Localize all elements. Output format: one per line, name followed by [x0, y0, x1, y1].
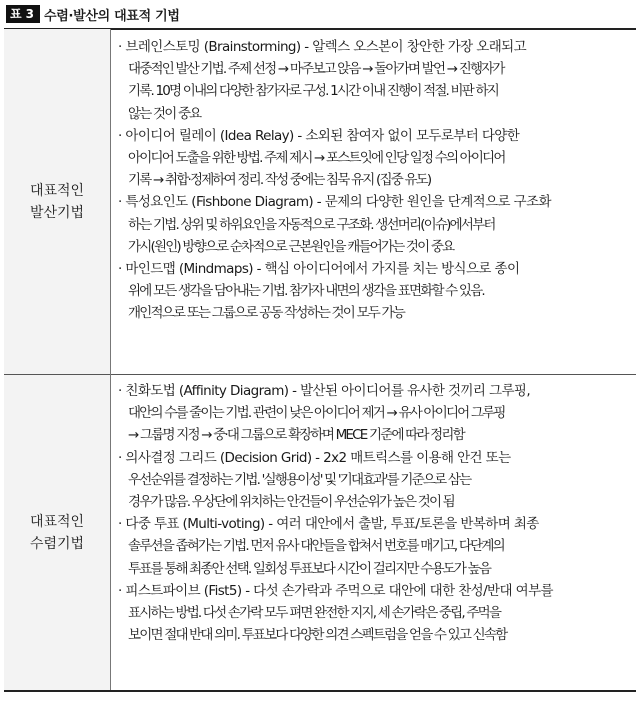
table-column-divider — [110, 29, 111, 690]
text-line: 대안의 수를 줄이는 기법. 관련이 낮은 아이디어 제거 → 유사 아이디어 그루핑 — [128, 405, 505, 422]
list-item-affinity-diagram — [118, 380, 630, 447]
text-line: 투표를 통해 최종안 선택. 일회성 투표보다 시간이 걸리지만 수용도가 높음 — [128, 560, 491, 577]
text-line: · 의사결정 그리드 (Decision Grid) - 2x2 매트릭스를 이용해 안건 또는 — [118, 449, 511, 466]
row-header-line: 대표적인 — [29, 182, 85, 199]
text-line: · 친화도법 (Affinity Diagram) - 발산된 아이디어를 유사한 것끼리 그루핑, — [118, 383, 531, 399]
text-line: 대중적인 발산 기법. 주제 선정 → 마주보고 앉음 → 돌아가며 발언 → 진행자가 — [128, 61, 504, 78]
table-tag-label: 표 — [10, 7, 23, 21]
text-line: 가시(원인) 방향으로 순차적으로 근본원인을 캐들어가는 것이 중요 — [128, 238, 454, 255]
text-line: · 아이디어 릴레이 (Idea Relay) - 소외된 참여자 없이 모두로부터 다양한 — [118, 127, 520, 144]
text-line: 기록 → 취합·정제하여 정리. 작성 중에는 침묵 유지 (집중 유도) — [128, 172, 431, 189]
list-item-multi-voting — [118, 513, 630, 580]
text-line: 위에 모든 생각을 담아내는 기법. 참가자 내면의 생각을 표면화할 수 있음. — [128, 283, 484, 300]
row-header-line: 발산기법 — [29, 204, 85, 221]
list-item-fist5 — [118, 580, 630, 647]
text-line: → 그룹명 지정 → 중·대 그룹으로 확장하며 MECE 기준에 따라 정리함 — [128, 427, 464, 444]
table-tag — [6, 5, 40, 23]
text-line: · 특성요인도 (Fishbone Diagram) - 문제의 다양한 원인을 단계적으로 구조화 — [118, 194, 551, 211]
text-line: 않는 것이 중요 — [128, 105, 201, 122]
list-item-mindmaps — [118, 258, 630, 325]
table-number: 3 — [25, 7, 35, 21]
table-title: 수렴·발산의 대표적 기법 — [43, 8, 180, 24]
text-line: 우선순위를 결정하는 기법. '실행용이성' 및 '기대효과'를 기준으로 삼는 — [128, 471, 471, 488]
row-header-convergent — [4, 375, 110, 690]
list-item-idea-relay — [118, 125, 630, 192]
row-header-line: 대표적인 — [29, 513, 85, 530]
text-line: 표시하는 방법. 다섯 손가락 모두 펴면 완전한 지지, 세 손가락은 중립, 주먹을 — [128, 605, 501, 622]
row-header-line: 수렴기법 — [29, 535, 85, 552]
text-line: · 브레인스토밍 (Brainstorming) - 알렉스 오스본이 창안한 가장 오래되고 — [118, 39, 527, 55]
list-item-fishbone — [118, 191, 630, 258]
text-line: 개인적으로 또는 그룹으로 공동 작성하는 것이 모두 가능 — [128, 305, 404, 322]
text-line: · 피스트파이브 (Fist5) - 다섯 손가락과 주먹으로 대안에 대한 찬성/반대 여부를 — [118, 582, 553, 599]
text-line: 하는 기법. 상위 및 하위요인을 자동적으로 구조화. 생선머리(이슈)에서부터 — [128, 216, 495, 233]
list-item-brainstorming — [118, 36, 630, 125]
text-line: 솔루션을 좁혀가는 기법. 먼저 유사 대안들을 합쳐서 번호를 매기고, 다단계의 — [128, 538, 504, 555]
text-line: 기록. 10명 이내의 다양한 참가자로 구성. 1시간 이내 진행이 적절. 비판 하지 — [128, 83, 498, 100]
text-line: · 다중 투표 (Multi-voting) - 여러 대안에서 출발, 투표/토론을 반복하며 최종 — [118, 516, 539, 533]
text-line: · 마인드맵 (Mindmaps) - 핵심 아이디어에서 가지를 치는 방식으로 종이 — [118, 261, 520, 278]
convergent-techniques-cell — [118, 380, 630, 646]
table-caption — [6, 4, 180, 24]
text-line: 아이디어 도출을 위한 방법. 주제 제시 → 포스트잇에 인당 일정 수의 아이디어 — [128, 150, 505, 167]
text-line: 경우가 많음. 우상단에 위치하는 안건들이 우선순위가 높은 것이 됨 — [128, 494, 454, 511]
row-header-divergent — [4, 29, 110, 374]
text-line: 보이면 절대 반대 의미. 투표보다 다양한 의견 스펙트럼을 얻을 수 있고 신속함 — [128, 627, 507, 644]
divergent-techniques-cell — [118, 36, 630, 325]
table-bottom-rule — [4, 690, 636, 692]
list-item-decision-grid — [118, 447, 630, 514]
